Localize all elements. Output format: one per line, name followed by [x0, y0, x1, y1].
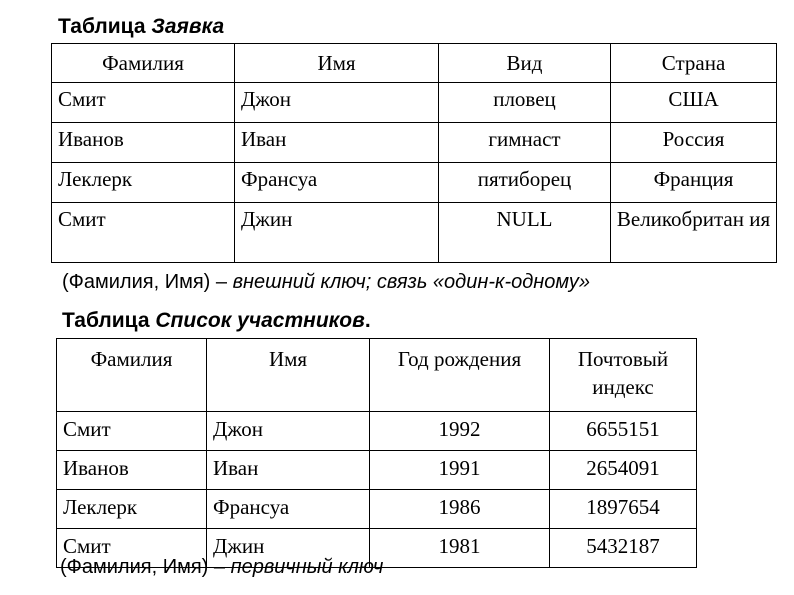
table2-cell: 1991	[370, 451, 550, 490]
table1-cell: Великобритан ия	[611, 203, 777, 263]
table-row	[57, 412, 697, 451]
table2-cell: 2654091	[550, 451, 697, 490]
table2-cell: Смит	[57, 529, 207, 568]
table2-cell: 6655151	[550, 412, 697, 451]
table1-note-plain: (Фамилия, Имя) –	[62, 271, 227, 293]
table-row	[57, 490, 697, 529]
table1-note-italic: внешний ключ; связь «один-к-одному»	[232, 271, 591, 293]
table-row	[52, 163, 777, 203]
table1-cell: пятиборец	[439, 163, 611, 203]
table2-cell: Джон	[207, 412, 370, 451]
table2-title-prefix: Таблица	[62, 309, 150, 332]
table2-cell: Джин	[207, 529, 370, 568]
table-row	[57, 451, 697, 490]
table2-cell: Леклерк	[57, 490, 207, 529]
table1-cell: Франсуа	[235, 163, 439, 203]
table2-cell: 1981	[370, 529, 550, 568]
table1-cell: Россия	[611, 123, 777, 163]
table1-cell: гимнаст	[439, 123, 611, 163]
table1-header-row	[52, 44, 777, 83]
table1-title-prefix: Таблица	[58, 15, 146, 38]
table2-cell: Иван	[207, 451, 370, 490]
table2-cell: 1897654	[550, 490, 697, 529]
table2-note-italic: первичный ключ	[230, 556, 384, 578]
table1-cell: NULL	[439, 203, 611, 263]
table-row	[52, 123, 777, 163]
table1-header-country: Страна	[611, 44, 777, 83]
table2-header-surname: Фамилия	[57, 339, 207, 412]
table1-cell: Леклерк	[52, 163, 235, 203]
table-zayavka	[51, 43, 777, 263]
table1-cell: Смит	[52, 83, 235, 123]
table2-title	[62, 310, 371, 331]
table1-cell: Джин	[235, 203, 439, 263]
table2-cell: 1992	[370, 412, 550, 451]
table1-title	[58, 16, 224, 37]
table2-note	[60, 557, 383, 577]
table2-cell: Смит	[57, 412, 207, 451]
table-row	[52, 203, 777, 263]
table1-header-surname: Фамилия	[52, 44, 235, 83]
table1-header-name: Имя	[235, 44, 439, 83]
table2-header-name: Имя	[207, 339, 370, 412]
table2-cell: Иванов	[57, 451, 207, 490]
table1-note	[62, 272, 590, 292]
table1-cell: США	[611, 83, 777, 123]
table1-cell: Смит	[52, 203, 235, 263]
table1-cell: Иванов	[52, 123, 235, 163]
table1-header-kind: Вид	[439, 44, 611, 83]
table2-note-plain: (Фамилия, Имя) –	[60, 556, 225, 578]
table1-title-name: Заявка	[151, 15, 225, 38]
table1-cell: Иван	[235, 123, 439, 163]
table2-title-name: Список участников	[155, 309, 365, 332]
table1-cell: Франция	[611, 163, 777, 203]
table1-cell: Джон	[235, 83, 439, 123]
table1-cell: пловец	[439, 83, 611, 123]
table2-cell: 1986	[370, 490, 550, 529]
table2-header-row	[57, 339, 697, 412]
table2-cell: Франсуа	[207, 490, 370, 529]
table2-title-suffix: .	[364, 309, 371, 332]
table2-header-birth-year: Год рождения	[370, 339, 550, 412]
table-participants	[56, 338, 697, 568]
table2-cell: 5432187	[550, 529, 697, 568]
table-row	[52, 83, 777, 123]
table2-header-postal-code: Почтовый индекс	[550, 339, 697, 412]
